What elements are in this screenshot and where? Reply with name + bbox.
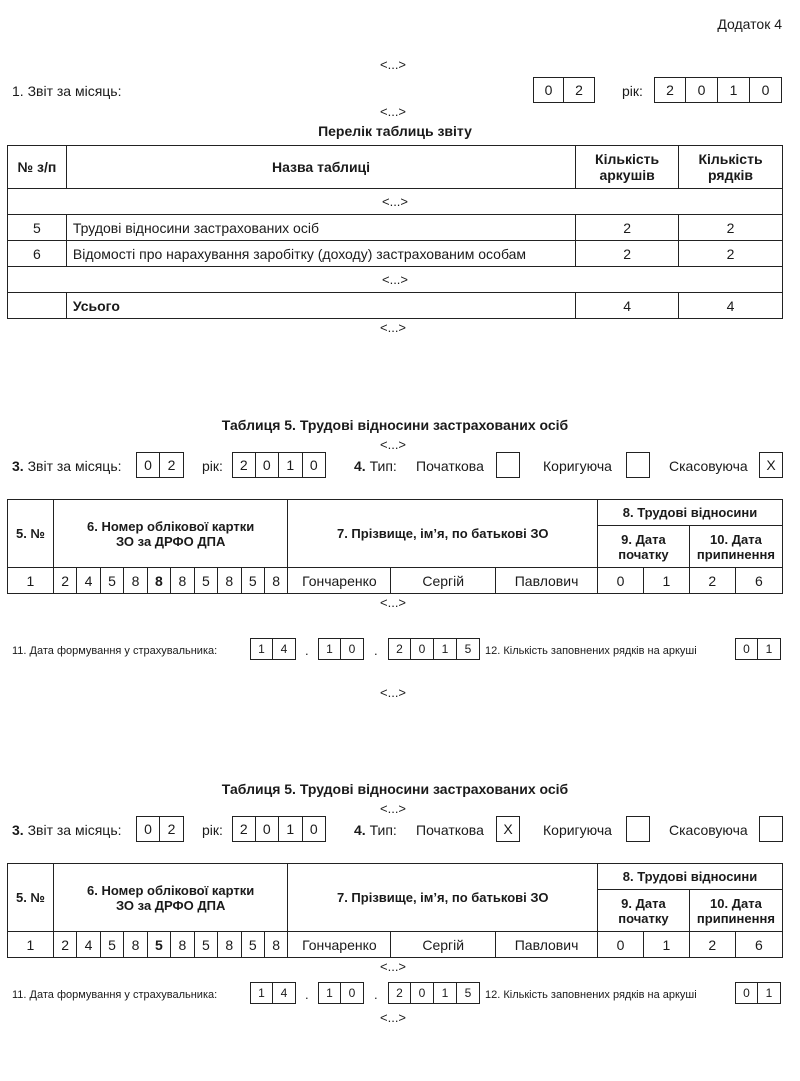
type-text: Тип: [365,822,397,838]
digit-box: 0 [136,816,160,842]
end-digit: 2 [689,932,735,958]
col-header-sheets: Кількість аркушів [576,146,679,189]
card-digit: 8 [124,932,147,958]
type-checkbox[interactable] [626,452,650,478]
month-boxes [136,452,184,478]
card-digit: 8 [124,568,147,594]
digit-box: 1 [279,452,303,478]
digit-box: 0 [411,638,434,660]
end-digit: 2 [689,568,735,594]
card-digit: 8 [147,568,170,594]
table-row-sheets: 2 [576,241,679,267]
table5-title: Таблиця 5. Трудові відносини застрахованих осіб [221,417,569,433]
type-checkbox[interactable] [626,816,650,842]
report-prefix: 3. [12,822,24,838]
total-sheets: 4 [576,293,679,319]
type-checkbox[interactable] [496,452,520,478]
digit-box: 1 [318,638,341,660]
ellipsis: <...> [380,104,407,119]
year-boxes [232,452,326,478]
table5-title: Таблиця 5. Трудові відносини застрахованих осіб [221,781,569,797]
digit-box: 1 [758,982,781,1004]
digit-box: 0 [256,452,280,478]
digit-box: 0 [303,816,327,842]
list-title: Перелік таблиць звіту [318,123,472,139]
digit-box: 1 [758,638,781,660]
digit-box: 0 [735,982,758,1004]
ellipsis: <...> [380,57,407,72]
row-num: 1 [8,932,54,958]
end-digit: 6 [735,932,782,958]
digit-box: 0 [735,638,758,660]
date-separator: . [374,643,378,658]
digit-box: 2 [160,452,184,478]
type-option-label: Коригуюча [543,822,612,838]
card-digit: 8 [171,568,194,594]
col-card-header: 6. Номер облікової картки ЗО за ДРФО ДПА [53,864,288,932]
surname-cell: Гончаренко [288,568,391,594]
table-row [8,568,783,594]
ellipsis: <...> [380,685,407,700]
date-month-boxes [318,638,364,660]
col-end-header: 10. Дата припинення [689,526,782,568]
ellipsis: <...> [8,267,783,293]
ellipsis: <...> [380,801,407,816]
card-digit: 5 [241,932,264,958]
type-label [354,458,397,474]
digit-box: 1 [250,638,273,660]
digit-box: 1 [318,982,341,1004]
digit-box: 1 [250,982,273,1004]
first-name-cell: Сергій [391,568,496,594]
card-digit: 4 [77,568,100,594]
col-card-header: 6. Номер облікової картки ЗО за ДРФО ДПА [53,500,288,568]
date-day-boxes [250,982,296,1004]
table-row-name: Відомості про нарахування заробітку (доходу) застрахованим особам [66,241,575,267]
col-num-header: 5. № [8,500,54,568]
table5-block [0,781,800,1081]
table-row [8,932,783,958]
col-end-header: 10. Дата припинення [689,890,782,932]
start-digit: 1 [643,568,689,594]
col-relations-header: 8. Трудові відносини [598,500,783,526]
total-label: Усього [66,293,575,319]
card-digit: 8 [264,568,287,594]
start-digit: 0 [598,568,644,594]
table5-block [0,417,800,717]
report-month-label [12,822,122,838]
card-digit: 2 [53,568,76,594]
digit-box: 2 [232,816,256,842]
surname-cell: Гончаренко [288,932,391,958]
ellipsis: <...> [380,1010,407,1025]
type-option-label: Початкова [416,458,484,474]
card-digit: 5 [147,932,170,958]
ellipsis: <...> [8,189,783,215]
year-label: рік: [202,458,223,474]
card-digit: 8 [218,568,241,594]
col-name-header: 7. Прізвище, ім’я, по батькові ЗО [288,500,598,568]
filled-rows-boxes [735,638,781,660]
type-text: Тип: [365,458,397,474]
date-separator: . [305,987,309,1002]
card-digit: 5 [100,932,123,958]
digit-box: 1 [718,77,750,103]
digit-box: 0 [136,452,160,478]
first-name-cell: Сергій [391,932,496,958]
card-digit: 8 [218,932,241,958]
date-year-boxes [388,982,480,1004]
year-boxes [232,816,326,842]
type-option-label: Початкова [416,822,484,838]
digit-box: 2 [388,638,411,660]
date-separator: . [305,643,309,658]
formation-date-label: 11. Дата формування у страхувальника: [12,989,218,1001]
digit-box: 1 [279,816,303,842]
filled-rows-label: 12. Кількість заповнених рядків на аркуші [485,989,697,1001]
report-prefix: 3. [12,458,24,474]
ellipsis: <...> [380,437,407,452]
date-separator: . [374,987,378,1002]
filled-rows-boxes [735,982,781,1004]
digit-box: 2 [388,982,411,1004]
type-prefix: 4. [354,822,366,838]
year-label: рік: [202,822,223,838]
start-digit: 1 [643,932,689,958]
digit-box: 0 [750,77,782,103]
card-digit: 2 [53,932,76,958]
type-label [354,822,397,838]
report-year-label: рік: [622,83,643,99]
col-header-rows: Кількість рядків [679,146,783,189]
patronymic-cell: Павлович [496,932,598,958]
report-label: Звіт за місяць: [23,822,122,838]
digit-box: 0 [256,816,280,842]
col-num-header: 5. № [8,864,54,932]
card-digit: 4 [77,932,100,958]
digit-box: 2 [232,452,256,478]
digit-box: 0 [686,77,718,103]
digit-box: 2 [654,77,686,103]
date-month-boxes [318,982,364,1004]
digit-box: 0 [533,77,564,103]
ellipsis: <...> [380,595,407,610]
digit-box: 0 [411,982,434,1004]
filled-rows-label: 12. Кількість заповнених рядків на аркуші [485,645,697,657]
date-day-boxes [250,638,296,660]
digit-box: 4 [273,982,296,1004]
col-name-header: 7. Прізвище, ім’я, по батькові ЗО [288,864,598,932]
ellipsis: <...> [380,959,407,974]
type-checkbox[interactable]: X [496,816,520,842]
appendix-label: Додаток 4 [717,16,782,32]
digit-box: 2 [160,816,184,842]
date-year-boxes [388,638,480,660]
card-digit: 5 [194,932,217,958]
end-digit: 6 [735,568,782,594]
relations-table [7,863,783,958]
digit-box: 2 [564,77,595,103]
start-digit: 0 [598,932,644,958]
col-relations-header: 8. Трудові відносини [598,864,783,890]
type-option-label: Коригуюча [543,458,612,474]
total-rows: 4 [679,293,783,319]
type-option-label: Скасовуюча [669,822,748,838]
digit-box: 0 [341,982,364,1004]
type-prefix: 4. [354,458,366,474]
digit-box: 4 [273,638,296,660]
card-digit: 5 [194,568,217,594]
type-checkbox[interactable] [759,816,783,842]
digit-box: 0 [303,452,327,478]
type-checkbox[interactable]: X [759,452,783,478]
type-option-label: Скасовуюча [669,458,748,474]
card-digit: 5 [241,568,264,594]
patronymic-cell: Павлович [496,568,598,594]
card-digit: 5 [100,568,123,594]
digit-box: 5 [457,638,480,660]
table-row-rows: 2 [679,215,783,241]
digit-box: 1 [434,638,457,660]
col-start-header: 9. Дата початку [598,890,690,932]
report-month-label [12,458,122,474]
report-month-boxes [533,77,595,103]
tables-list [7,145,783,319]
digit-box: 5 [457,982,480,1004]
card-digit: 8 [264,932,287,958]
table-row-sheets: 2 [576,215,679,241]
formation-date-label: 11. Дата формування у страхувальника: [12,645,218,657]
ellipsis: <...> [380,320,407,335]
report-month-label: 1. Звіт за місяць: [12,83,122,99]
table-row-name: Трудові відносини застрахованих осіб [66,215,575,241]
report-label: Звіт за місяць: [23,458,122,474]
table-row-num: 6 [8,241,67,267]
col-header-name: Назва таблиці [66,146,575,189]
report-year-boxes [654,77,782,103]
table-row-rows: 2 [679,241,783,267]
col-start-header: 9. Дата початку [598,526,690,568]
digit-box: 0 [341,638,364,660]
card-digit: 8 [171,932,194,958]
month-boxes [136,816,184,842]
col-header-num: № з/п [8,146,67,189]
table-row-num: 5 [8,215,67,241]
relations-table [7,499,783,594]
digit-box: 1 [434,982,457,1004]
row-num: 1 [8,568,54,594]
